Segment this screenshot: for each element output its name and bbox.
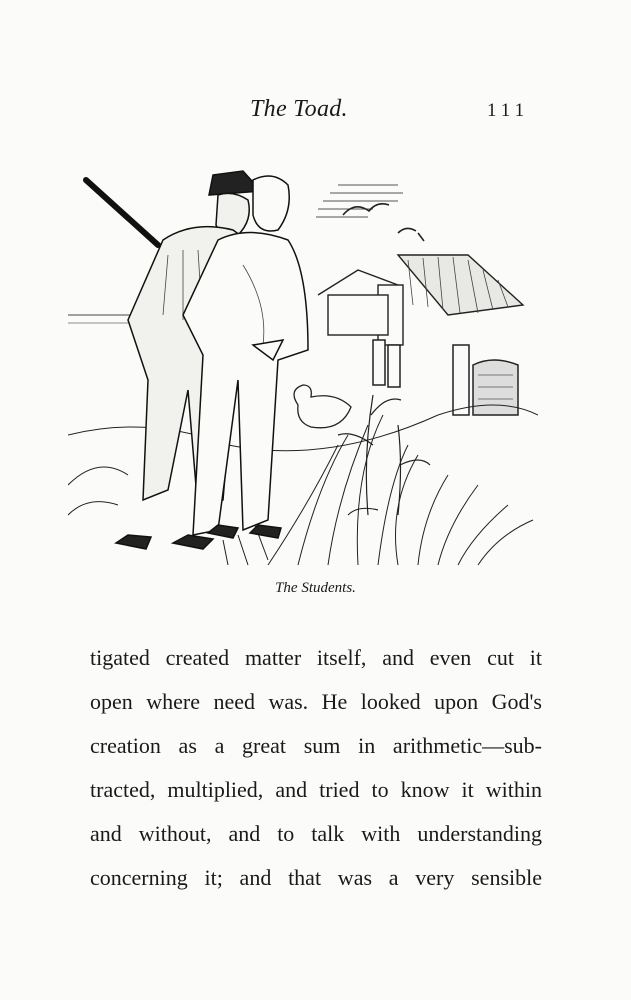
figure-caption: The Students. [275, 580, 356, 596]
text-line: open where need was. He looked upon God's [90, 689, 542, 714]
text-line: tigated created matter itself, and even cut it [90, 645, 542, 670]
foreground-plants [338, 395, 430, 515]
text-line: tracted, multiplied, and tried to know it within [90, 777, 542, 802]
sky-hatching [316, 185, 403, 217]
text-line: creation as a great sum in arithmetic—sub- [90, 733, 542, 758]
text-line: concerning it; and that was a very sensible [90, 865, 542, 890]
body-text [90, 636, 542, 900]
rifle [86, 180, 158, 245]
chapter-title: The Toad. [250, 96, 348, 122]
students-illustration [68, 165, 538, 575]
duck [294, 385, 351, 428]
fence [373, 340, 518, 415]
page-number: 111 [487, 100, 530, 121]
farm-house [318, 255, 523, 345]
text-line: and without, and to talk with understanding [90, 821, 542, 846]
